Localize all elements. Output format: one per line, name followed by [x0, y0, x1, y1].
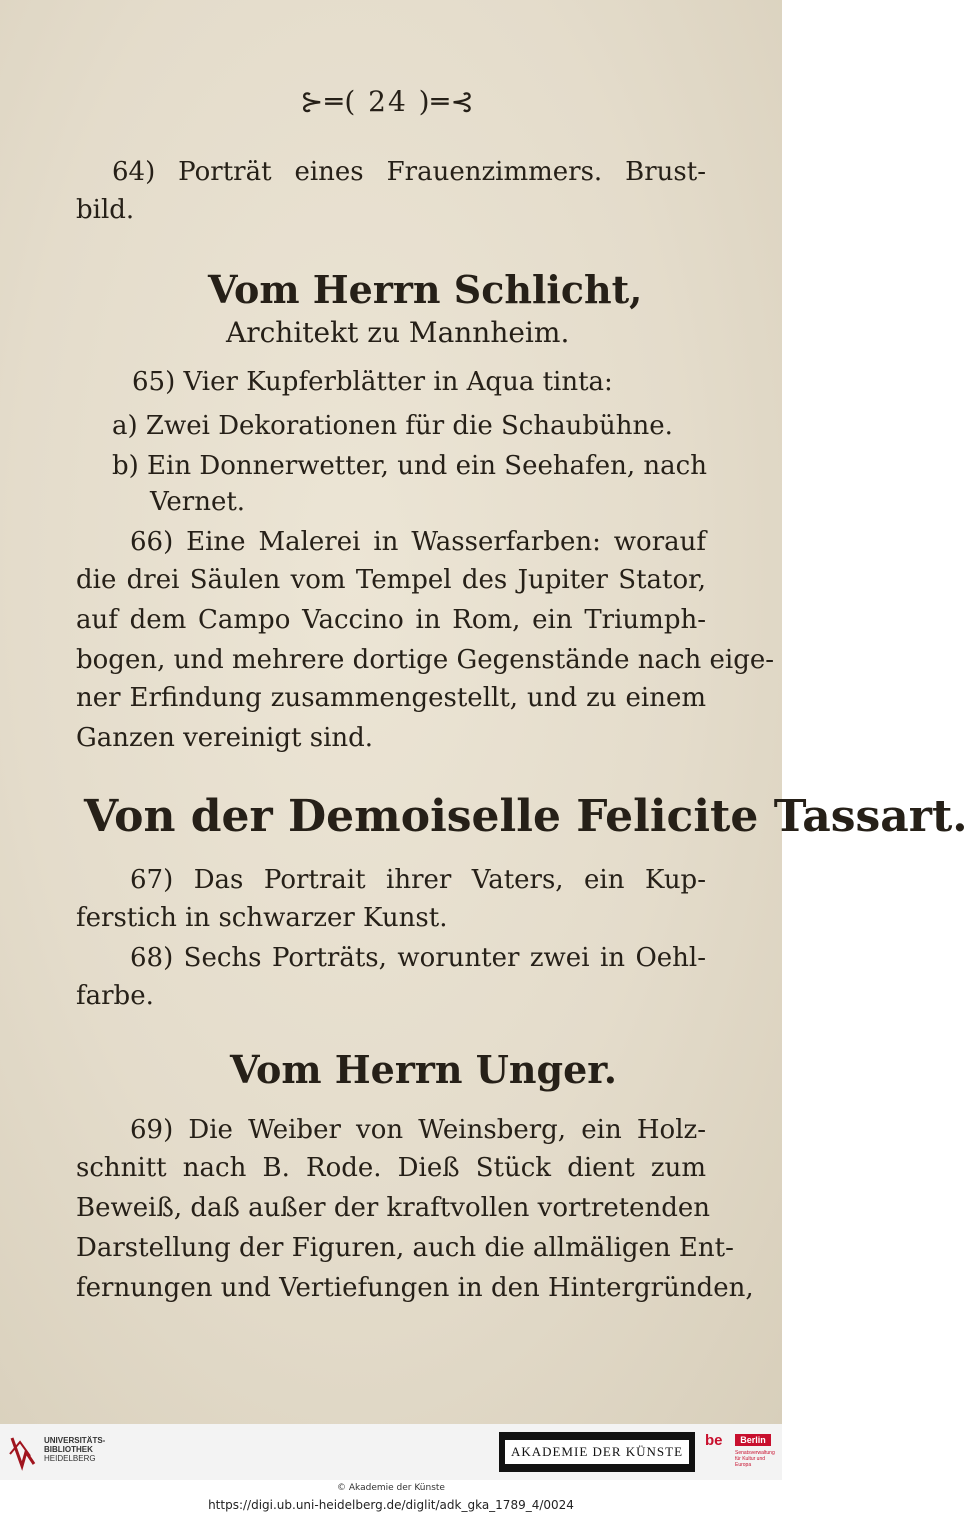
text-line-1: 64) Porträt eines Frauenzimmers. Brust- — [112, 157, 706, 187]
text-line-66-5: ner Erfindung zusammengestellt, und zu einem — [76, 683, 706, 713]
text-line-vernet: Vernet. — [150, 487, 246, 517]
text-line-65: 65) Vier Kupferblätter in Aqua tinta: — [132, 367, 613, 397]
ub-emblem-icon — [8, 1434, 38, 1470]
heading-schlicht: Vom Herrn Schlicht, — [208, 267, 643, 312]
text-line-69-2: schnitt nach B. Rode. Dieß Stück dient zum — [76, 1153, 706, 1183]
heading-tassart: Von der Demoiselle Felicite Tassart. — [84, 791, 968, 842]
page-number: ⊱═( 24 )═⊰ — [300, 85, 476, 118]
ub-logo-line-2: BIBLIOTHEK — [44, 1445, 93, 1454]
ub-logo-line-3: HEIDELBERG — [44, 1454, 96, 1463]
text-line-69-5: fernungen und Vertiefungen in den Hintergründen, — [76, 1273, 754, 1303]
permalink-url[interactable]: https://digi.ub.uni-heidelberg.de/diglit/adk_gka_1789_4/0024 — [208, 1498, 574, 1512]
text-line-66: 66) Eine Malerei in Wasserfarben: worauf — [130, 527, 706, 557]
text-line-66-3: auf dem Campo Vaccino in Rom, ein Triumph- — [76, 605, 706, 635]
text-line-67: 67) Das Portrait ihrer Vaters, ein Kup- — [130, 865, 706, 895]
text-line-69-3: Beweiß, daß außer der kraftvollen vortretenden — [76, 1193, 711, 1223]
text-line-69: 69) Die Weiber von Weinsberg, ein Holz- — [130, 1115, 706, 1145]
text-line-67-2: ferstich in schwarzer Kunst. — [76, 903, 448, 933]
heading-unger: Vom Herrn Unger. — [230, 1047, 618, 1092]
berlin-subtitle: Senatsverwaltung für Kultur und Europa — [735, 1450, 775, 1468]
ub-logo-line-1: UNIVERSITÄTS- — [44, 1436, 106, 1445]
text-line-65a: a) Zwei Dekorationen für die Schaubühne. — [112, 411, 673, 441]
text-line-66-2: die drei Säulen vom Tempel des Jupiter Stator, — [76, 565, 706, 595]
text-line-65b: b) Ein Donnerwetter, und ein Seehafen, nach — [112, 451, 707, 481]
text-line-66-4: bogen, und mehrere dortige Gegenstände nach eige- — [76, 645, 775, 675]
subheading-architekt: Architekt zu Mannheim. — [226, 316, 570, 349]
text-line-68: 68) Sechs Porträts, worunter zwei in Oehl- — [130, 943, 706, 973]
text-line-66-6: Ganzen vereinigt sind. — [76, 723, 374, 753]
text-line-2: bild. — [76, 195, 135, 225]
berlin-senat-logo[interactable] — [705, 1432, 773, 1474]
text-line-69-4: Darstellung der Figuren, auch die allmäligen Ent- — [76, 1233, 734, 1263]
text-line-68-2: farbe. — [76, 981, 154, 1011]
akademie-label: AKADEMIE DER KÜNSTE — [505, 1440, 689, 1464]
akademie-logo[interactable] — [499, 1432, 695, 1472]
ub-heidelberg-logo[interactable] — [8, 1430, 108, 1474]
berlin-be-mark: be — [705, 1432, 723, 1449]
berlin-label: Berlin — [735, 1434, 771, 1446]
copyright-notice: © Akademie der Künste — [337, 1483, 445, 1493]
